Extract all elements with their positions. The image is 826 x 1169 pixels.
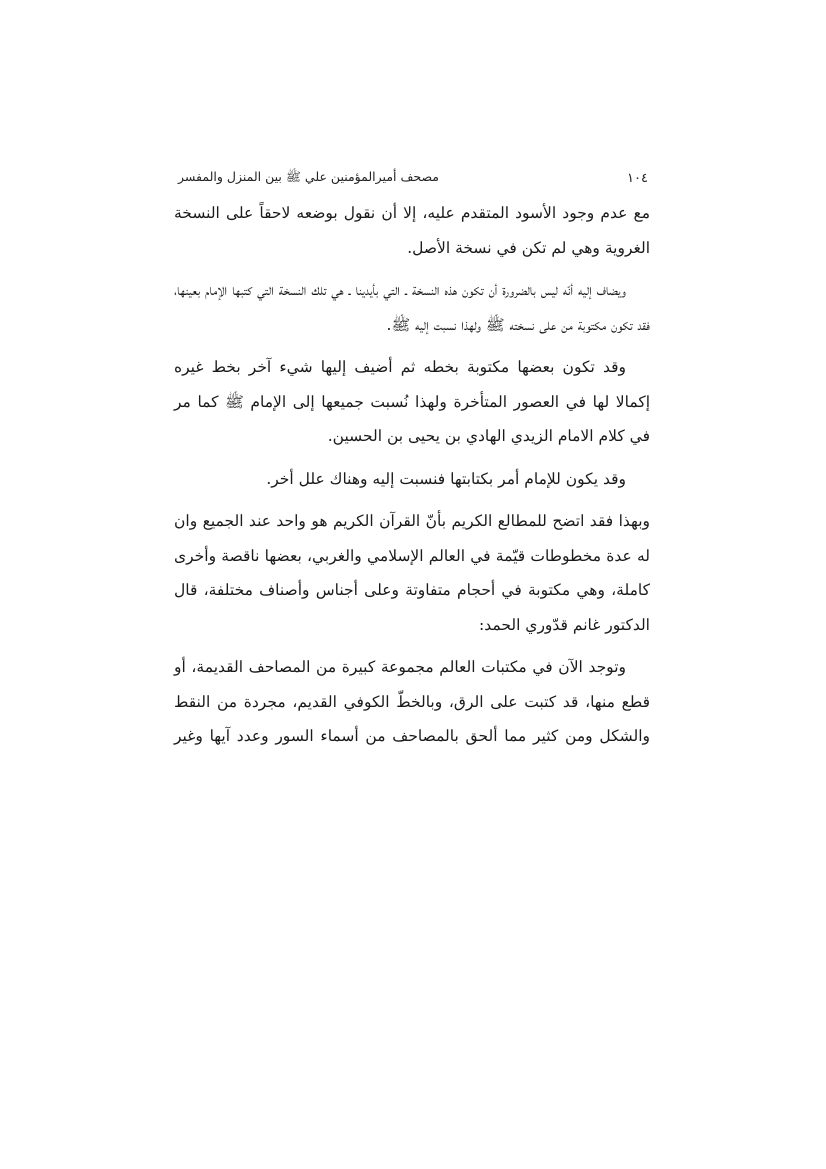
page-number: ١٠٤ (627, 170, 648, 186)
paragraph-2: ويضاف إليه أنّه ليس بالضرورة أن تكون هذه النسخة ـ التي بأيدينا ـ هي تلك النسخة التي كتبها الإمام بعينها، فقد تكون مكتوبة من على نسخته ﷺ ولهذا نسبت إليه ﷺ. (174, 281, 650, 334)
paragraph-4: وقد يكون للإمام أمر بكتابتها فنسبت إليه وهناك علل أخر. (266, 469, 626, 488)
paragraph-5: وبهذا فقد اتضح للمطالع الكريم بأنّ القرآن الكريم هو واحد عند الجميع وان له عدة مخطوطات قيّمة في العالم الإسلامي والغربي، بعضها ناقصة وأخرى كاملة، وهي مكتوبة في أحجام متفاوتة وعلى أجناس وأصناف مختلفة، قال الدكتور غانم قدّوري الحمد: (174, 512, 650, 634)
body-text (174, 196, 650, 762)
paragraph-6: وتوجد الآن في مكتبات العالم مجموعة كبيرة من المصاحف القديمة، أو قطع منها، قد كتبت على الرق، وبالخطّ الكوفي القديم، مجردة من النقط والشكل ومن كثير مما ألحق بالمصاحف من أسماء السور وعدد آيها وغير (174, 658, 650, 745)
running-header (178, 166, 648, 190)
paragraph-3: وقد تكون بعضها مكتوبة بخطه ثم أضيف إليها شيء آخر بخط غيره إكمالا لها في العصور المتأخرة ولهذا نُسبت جميعها إلى الإمام ﷺ كما مر في كلام الامام الزيدي الهادي بن يحيى بن الحسين. (174, 358, 650, 445)
paragraph-1: مع عدم وجود الأسود المتقدم عليه، إلا أن نقول بوضعه لاحقاً على النسخة الغروية وهي لم تكن في نسخة الأصل. (174, 204, 650, 257)
book-title: مصحف أميرالمؤمنين علي ﷺ بين المنزل والمفسر (178, 168, 439, 184)
